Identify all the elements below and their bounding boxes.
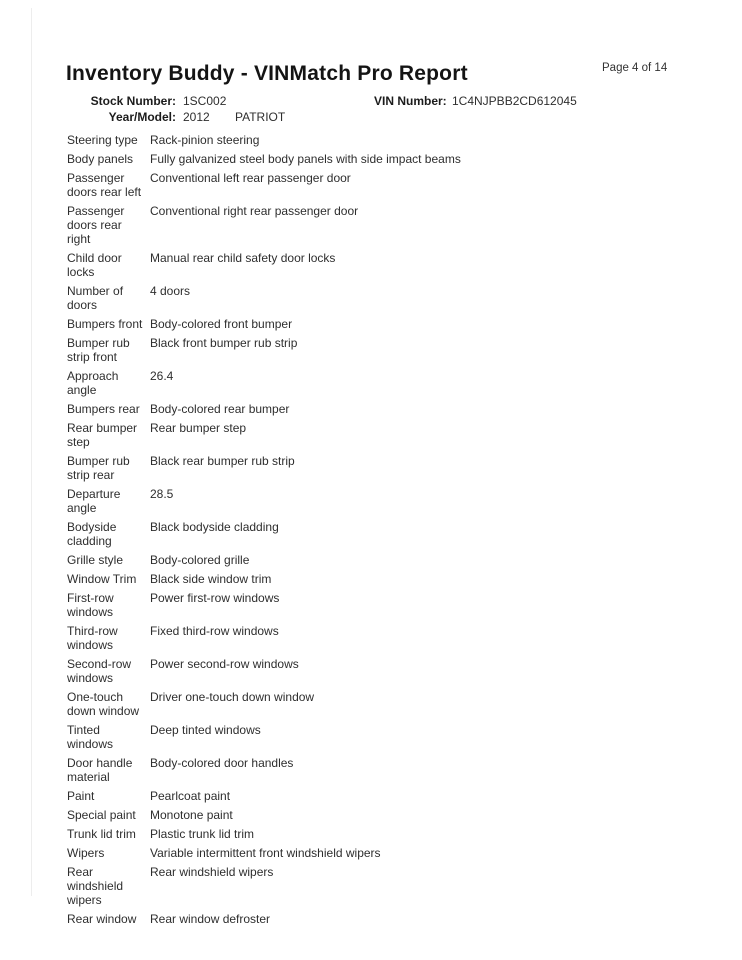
spec-value: Black bodyside cladding bbox=[150, 520, 279, 534]
table-row bbox=[67, 657, 687, 685]
table-row bbox=[67, 133, 687, 147]
spec-value: Power first-row windows bbox=[150, 591, 280, 605]
spec-label: Bumpers rear bbox=[67, 402, 140, 416]
table-row bbox=[67, 421, 687, 449]
spec-value: Conventional left rear passenger door bbox=[150, 171, 351, 185]
spec-label: Paint bbox=[67, 789, 95, 803]
spec-label: Third-row windows bbox=[67, 624, 118, 652]
table-row bbox=[67, 808, 687, 822]
spec-value: Rear bumper step bbox=[150, 421, 247, 435]
table-row bbox=[67, 336, 687, 364]
table-row bbox=[67, 827, 687, 841]
spec-value: Rack-pinion steering bbox=[150, 133, 260, 147]
year-value: 2012 bbox=[183, 110, 210, 124]
spec-value: Body-colored grille bbox=[150, 553, 250, 567]
spec-value: Black front bumper rub strip bbox=[150, 336, 298, 350]
year-model-label: Year/Model: bbox=[108, 110, 176, 124]
spec-label: Number of doors bbox=[67, 284, 124, 312]
spec-value: Monotone paint bbox=[150, 808, 233, 822]
spec-label: One-touch down window bbox=[67, 690, 140, 718]
table-row bbox=[67, 454, 687, 482]
spec-label: Bodyside cladding bbox=[67, 520, 117, 548]
spec-label: Second-row windows bbox=[67, 657, 132, 685]
table-row bbox=[67, 520, 687, 548]
spec-value: Rear window defroster bbox=[150, 912, 271, 926]
page-number: Page 4 of 14 bbox=[602, 62, 668, 74]
spec-value: Plastic trunk lid trim bbox=[150, 827, 255, 841]
table-row bbox=[67, 846, 687, 860]
spec-value: Rear windshield wipers bbox=[150, 865, 274, 879]
spec-label: Child door locks bbox=[67, 251, 122, 279]
vin-number-label: VIN Number: bbox=[374, 94, 447, 108]
spec-value: Driver one-touch down window bbox=[150, 690, 315, 704]
table-row bbox=[67, 553, 687, 567]
spec-label: Passenger doors rear left bbox=[67, 171, 142, 199]
table-row bbox=[67, 690, 687, 718]
spec-value: Fully galvanized steel body panels with side impact beams bbox=[150, 152, 461, 166]
spec-value: Deep tinted windows bbox=[150, 723, 261, 737]
scan-edge-line bbox=[31, 8, 32, 896]
spec-label: Tinted windows bbox=[67, 723, 114, 751]
spec-label: Bumper rub strip rear bbox=[67, 454, 130, 482]
table-row bbox=[67, 284, 687, 312]
model-value: PATRIOT bbox=[235, 110, 286, 124]
spec-label: Trunk lid trim bbox=[67, 827, 136, 841]
spec-label: Rear windshield wipers bbox=[67, 865, 124, 907]
spec-value: Power second-row windows bbox=[150, 657, 299, 671]
spec-label: Wipers bbox=[67, 846, 105, 860]
spec-label: Approach angle bbox=[67, 369, 119, 397]
table-row bbox=[67, 624, 687, 652]
table-row bbox=[67, 912, 687, 926]
spec-value: 4 doors bbox=[150, 284, 191, 298]
vin-number-value: 1C4NJPBB2CD612045 bbox=[452, 94, 577, 108]
spec-table bbox=[67, 133, 687, 931]
table-row bbox=[67, 723, 687, 751]
spec-label: Passenger doors rear right bbox=[67, 204, 125, 246]
spec-value: Pearlcoat paint bbox=[150, 789, 231, 803]
spec-label: Special paint bbox=[67, 808, 136, 822]
table-row bbox=[67, 251, 687, 279]
spec-value: Conventional right rear passenger door bbox=[150, 204, 359, 218]
spec-label: Rear window bbox=[67, 912, 137, 926]
table-row bbox=[67, 572, 687, 586]
table-row bbox=[67, 152, 687, 166]
spec-value: Body-colored rear bumper bbox=[150, 402, 290, 416]
stock-number-value: 1SC002 bbox=[183, 94, 227, 108]
table-row bbox=[67, 204, 687, 246]
spec-label: Body panels bbox=[67, 152, 134, 166]
table-row bbox=[67, 171, 687, 199]
spec-value: Body-colored front bumper bbox=[150, 317, 293, 331]
spec-value: Fixed third-row windows bbox=[150, 624, 279, 638]
table-row bbox=[67, 591, 687, 619]
table-row bbox=[67, 317, 687, 331]
table-row bbox=[67, 487, 687, 515]
spec-value: Manual rear child safety door locks bbox=[150, 251, 336, 265]
spec-value: Variable intermittent front windshield wipers bbox=[150, 846, 381, 860]
spec-label: Grille style bbox=[67, 553, 124, 567]
spec-label: Window Trim bbox=[67, 572, 137, 586]
spec-label: Door handle material bbox=[67, 756, 133, 784]
spec-label: Bumper rub strip front bbox=[67, 336, 130, 364]
stock-number-label: Stock Number: bbox=[90, 94, 176, 108]
table-row bbox=[67, 865, 687, 907]
table-row bbox=[67, 369, 687, 397]
table-row bbox=[67, 402, 687, 416]
spec-value: Body-colored door handles bbox=[150, 756, 294, 770]
spec-value: 26.4 bbox=[150, 369, 174, 383]
table-row bbox=[67, 789, 687, 803]
spec-label: Departure angle bbox=[67, 487, 121, 515]
table-row bbox=[67, 756, 687, 784]
spec-label: First-row windows bbox=[67, 591, 114, 619]
spec-label: Rear bumper step bbox=[67, 421, 138, 449]
spec-value: 28.5 bbox=[150, 487, 174, 501]
spec-label: Steering type bbox=[67, 133, 138, 147]
spec-label: Bumpers front bbox=[67, 317, 143, 331]
page-title: Inventory Buddy - VINMatch Pro Report bbox=[66, 62, 468, 85]
spec-value: Black rear bumper rub strip bbox=[150, 454, 295, 468]
spec-value: Black side window trim bbox=[150, 572, 272, 586]
